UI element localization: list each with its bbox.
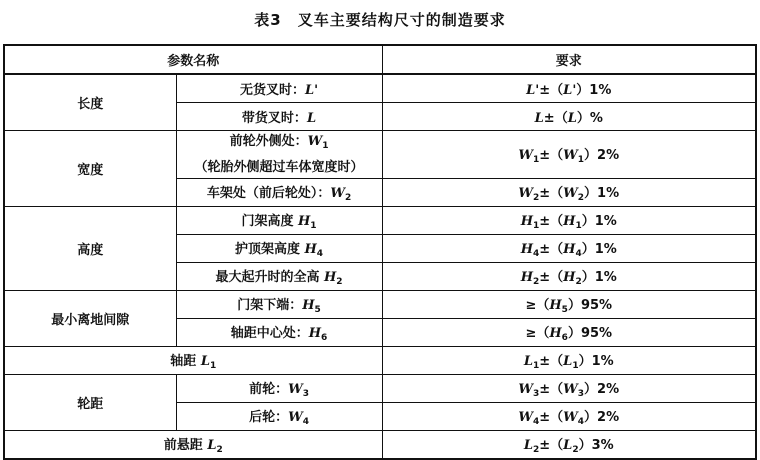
req-symbol: W <box>563 186 578 201</box>
req-subscript: 1 <box>533 221 540 231</box>
req-cell <box>382 74 756 103</box>
req-cell <box>382 131 756 179</box>
param-symbol: H <box>323 270 337 285</box>
param-name: 车架处（前后轮处）： <box>206 186 331 201</box>
param-name: 轴距 <box>170 354 201 369</box>
param-cell <box>176 207 382 235</box>
param-note: （轮胎外侧超过车体宽度时） <box>194 160 364 175</box>
req-symbol: L <box>523 438 533 453</box>
req-symbol: L <box>534 111 544 126</box>
param-cell <box>176 74 382 103</box>
req-subscript: 2 <box>577 193 585 203</box>
req-text: ±（ <box>539 214 564 229</box>
param-name: 最大起升时的全高 <box>215 270 324 285</box>
param-cell <box>176 131 382 179</box>
req-text: ）1% <box>578 354 614 369</box>
req-text: ±（ <box>539 410 564 425</box>
req-text: ）1% <box>576 83 612 98</box>
req-subscript: 4 <box>533 417 540 427</box>
req-cell <box>382 291 756 319</box>
req-text: ）2% <box>584 410 620 425</box>
group-wheelbase <box>4 347 382 375</box>
req-symbol: W <box>518 186 533 201</box>
req-text: ）% <box>576 111 603 126</box>
param-name: 门架高度 <box>241 214 298 229</box>
req-text: ±（ <box>539 83 564 98</box>
req-cell <box>382 375 756 403</box>
header-param: 参数名称 <box>4 45 382 74</box>
param-subscript: 2 <box>336 277 343 287</box>
param-subscript: 1 <box>322 141 329 151</box>
param-symbol: L <box>207 438 217 453</box>
param-cell <box>176 319 382 347</box>
table-title: 表3 叉车主要结构尺寸的制造要求 <box>254 11 506 29</box>
req-subscript: 3 <box>533 389 540 399</box>
param-cell <box>176 179 382 207</box>
param-subscript: 1 <box>310 221 317 231</box>
param-cell <box>176 375 382 403</box>
req-text: ±（ <box>539 354 564 369</box>
req-symbol: L <box>563 354 573 369</box>
param-symbol: H <box>302 298 315 313</box>
param-symbol: H <box>297 214 311 229</box>
param-symbol: H <box>304 242 317 257</box>
req-cell <box>382 403 756 431</box>
req-symbol: L <box>563 438 573 453</box>
req-subscript: 3 <box>577 389 585 399</box>
req-subscript: 1 <box>577 155 585 165</box>
param-name: 无货叉时： <box>239 83 305 98</box>
param-symbol: L' <box>304 83 319 98</box>
table-row <box>4 347 756 375</box>
req-subscript: 2 <box>533 193 540 203</box>
req-cell <box>382 207 756 235</box>
req-subscript: 2 <box>572 445 579 455</box>
req-text: ）95% <box>567 298 613 313</box>
table-row <box>4 131 756 179</box>
req-subscript: 1 <box>575 221 582 231</box>
spec-table <box>3 44 757 460</box>
req-text: ±（ <box>539 242 564 257</box>
req-symbol: H <box>549 298 562 313</box>
req-symbol: H <box>563 270 576 285</box>
group-length: 长度 <box>4 74 176 131</box>
req-text: ±（ <box>543 111 568 126</box>
req-text: ±（ <box>539 186 564 201</box>
param-symbol: W <box>288 410 303 425</box>
group-width: 宽度 <box>4 131 176 207</box>
req-symbol: H <box>520 270 533 285</box>
header-req: 要求 <box>382 45 756 74</box>
req-subscript: 1 <box>533 361 540 371</box>
param-subscript: 4 <box>302 417 309 427</box>
param-cell <box>176 235 382 263</box>
req-symbol: H <box>520 214 533 229</box>
req-symbol: L' <box>526 83 540 98</box>
param-subscript: 4 <box>316 249 324 259</box>
req-cell <box>382 263 756 291</box>
req-symbol: H <box>520 242 533 257</box>
req-subscript: 4 <box>577 417 585 427</box>
req-text: ±（ <box>539 382 564 397</box>
req-cell <box>382 235 756 263</box>
param-symbol: W <box>307 134 323 149</box>
table-row <box>4 375 756 403</box>
req-symbol: W <box>518 382 533 397</box>
param-name: 轴距中心处： <box>230 326 309 341</box>
param-subscript: 6 <box>321 333 328 343</box>
header-row <box>4 45 756 74</box>
param-cell <box>176 403 382 431</box>
req-text: ±（ <box>539 148 564 163</box>
req-cell <box>382 103 756 131</box>
req-text: ≥（ <box>525 298 550 313</box>
req-text: ）1% <box>584 186 620 201</box>
param-symbol: L <box>200 354 210 369</box>
req-symbol: W <box>563 410 578 425</box>
group-overhang <box>4 431 382 460</box>
table-row <box>4 431 756 460</box>
req-symbol: L <box>567 111 577 126</box>
req-text: ）2% <box>584 148 620 163</box>
req-subscript: 2 <box>533 445 540 455</box>
param-subscript: 5 <box>314 305 321 315</box>
param-symbol: H <box>308 326 322 341</box>
req-symbol: W <box>518 410 533 425</box>
req-cell <box>382 347 756 375</box>
req-subscript: 4 <box>533 249 540 259</box>
param-symbol: W <box>288 382 303 397</box>
group-clearance: 最小离地间隙 <box>4 291 176 347</box>
req-symbol: W <box>518 148 533 163</box>
param-cell <box>176 291 382 319</box>
param-symbol: L <box>306 111 317 126</box>
req-text: ）1% <box>581 242 617 257</box>
req-subscript: 1 <box>572 361 579 371</box>
req-symbol: L <box>523 354 533 369</box>
req-symbol: W <box>563 148 578 163</box>
req-cell <box>382 319 756 347</box>
req-cell <box>382 431 756 460</box>
req-subscript: 2 <box>575 277 582 287</box>
req-symbol: L' <box>563 83 577 98</box>
req-symbol: H <box>563 214 576 229</box>
param-subscript: 3 <box>302 389 309 399</box>
req-text: ）2% <box>584 382 620 397</box>
req-text: ±（ <box>539 270 564 285</box>
req-subscript: 2 <box>533 277 540 287</box>
req-text: ）1% <box>581 214 617 229</box>
group-track: 轮距 <box>4 375 176 431</box>
table-row <box>4 74 756 103</box>
param-name: 带货叉时： <box>241 111 307 126</box>
req-symbol: W <box>563 382 578 397</box>
req-subscript: 6 <box>561 333 568 343</box>
req-subscript: 5 <box>561 305 568 315</box>
req-subscript: 4 <box>575 249 582 259</box>
param-subscript: 2 <box>344 193 352 203</box>
param-symbol: W <box>330 186 345 201</box>
param-name: 后轮： <box>249 410 289 425</box>
param-name: 护顶架高度 <box>234 242 305 257</box>
req-text: ）3% <box>578 438 614 453</box>
req-text: ±（ <box>539 438 564 453</box>
req-text: ）1% <box>581 270 617 285</box>
param-name: 前悬距 <box>163 438 208 453</box>
param-subscript: 1 <box>209 361 217 371</box>
param-cell <box>176 103 382 131</box>
group-height: 高度 <box>4 207 176 291</box>
param-name: 前轮外侧处： <box>229 134 308 149</box>
param-cell <box>176 263 382 291</box>
param-name: 前轮： <box>249 382 289 397</box>
req-text: ）95% <box>567 326 613 341</box>
param-name: 门架下端： <box>237 298 303 313</box>
req-symbol: H <box>563 242 576 257</box>
param-subscript: 2 <box>216 445 223 455</box>
req-text: ≥（ <box>525 326 550 341</box>
req-subscript: 1 <box>533 155 540 165</box>
req-cell <box>382 179 756 207</box>
table-row <box>4 291 756 319</box>
req-symbol: H <box>549 326 562 341</box>
table-row <box>4 207 756 235</box>
